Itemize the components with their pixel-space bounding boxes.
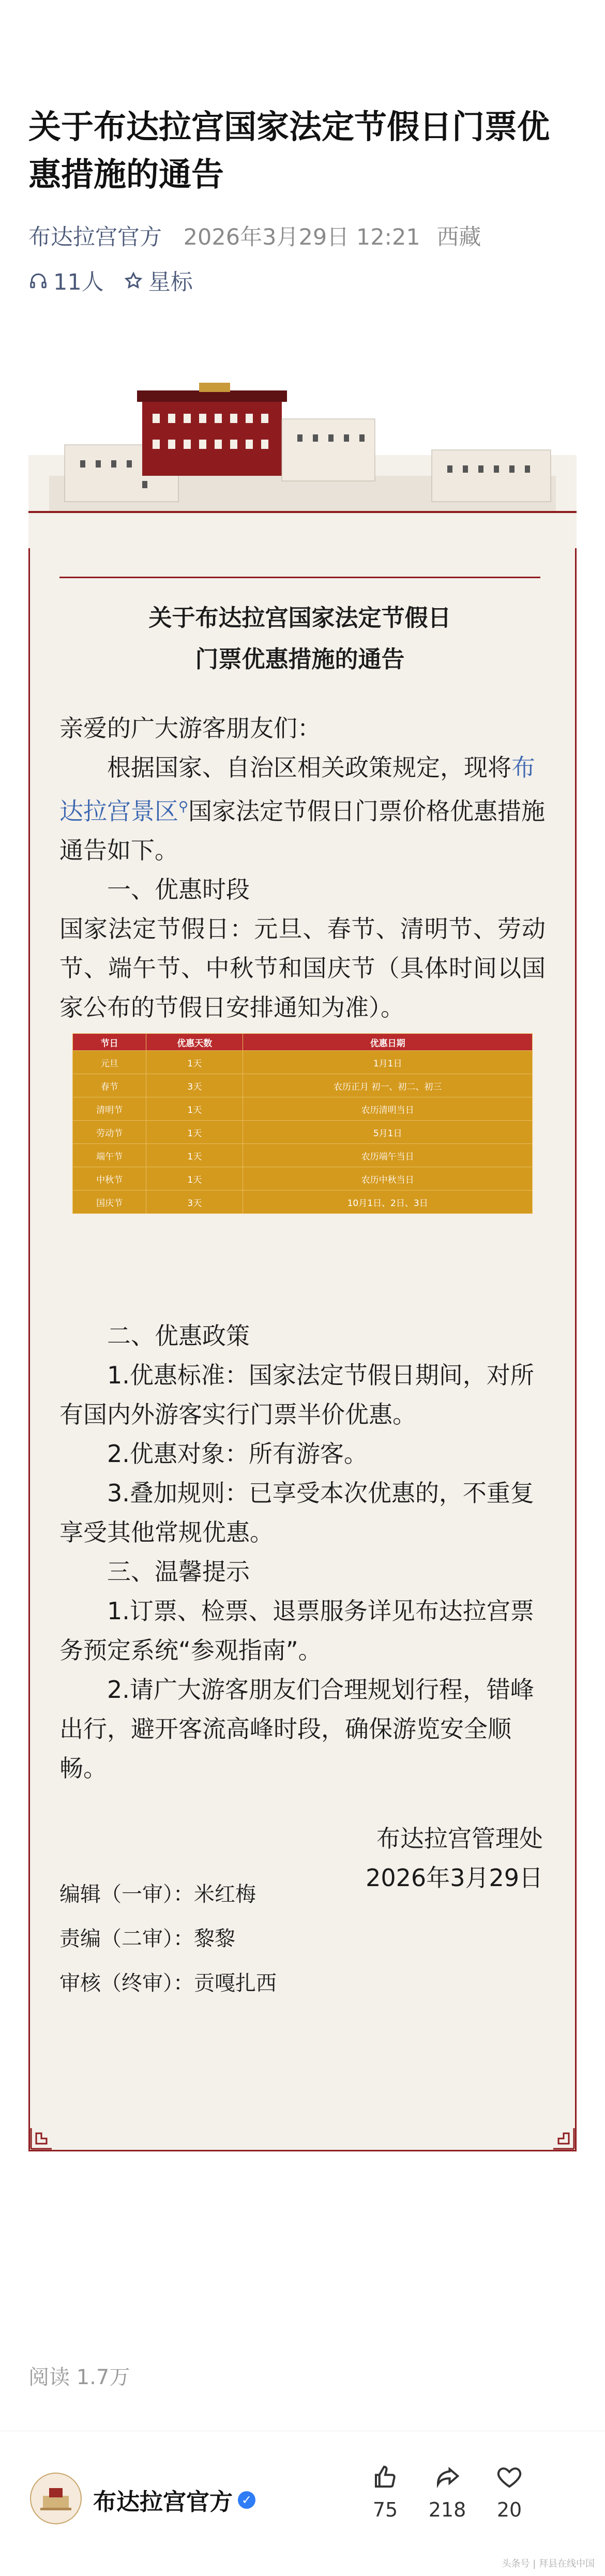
account-link[interactable]: 布达拉宫官方 — [28, 224, 162, 250]
table-cell: 1天 — [146, 1051, 243, 1074]
table-header: 节日 — [73, 1034, 146, 1051]
table-cell: 农历清明当日 — [243, 1097, 533, 1121]
table-row — [73, 1144, 533, 1167]
table-cell: 元旦 — [73, 1051, 146, 1074]
corner-ornament-icon — [28, 2115, 65, 2151]
potala-palace-illustration — [28, 378, 577, 548]
section1-heading: 一、优惠时段 — [107, 876, 250, 904]
table-row — [73, 1051, 533, 1074]
table-cell: 劳动节 — [73, 1121, 146, 1144]
footer-account[interactable] — [93, 2483, 255, 2517]
share-count: 218 — [428, 2498, 466, 2521]
star-icon — [124, 271, 143, 291]
table-row — [73, 1097, 533, 1121]
article-stats — [28, 265, 193, 296]
table-header: 优惠天数 — [146, 1034, 243, 1051]
table-cell: 农历端午当日 — [243, 1144, 533, 1167]
footer-account-name: 布达拉宫官方 — [93, 2488, 233, 2515]
notice-poster — [28, 378, 577, 2151]
policy-body — [59, 1316, 546, 1897]
section1-text: 国家法定节假日：元旦、春节、清明节、劳动节、端午节、中秋节和国庆节（具体时间以国家公布的节假日安排通知为准）。 — [59, 915, 546, 1022]
greeting: 亲爱的广大游客朋友们： — [59, 714, 321, 742]
table-row — [73, 1121, 533, 1144]
headphones-icon — [28, 271, 48, 291]
article-header — [28, 103, 577, 199]
table-header-row — [73, 1034, 533, 1051]
policy-item-2: 2.优惠对象：所有游客。 — [107, 1440, 368, 1468]
palace-logo-icon — [38, 2483, 74, 2514]
table-cell: 1月1日 — [243, 1051, 533, 1074]
table-row — [73, 1191, 533, 1214]
publish-date: 2026年3月29日 12:21 — [183, 224, 420, 250]
tip-item-2: 2.请广大游客朋友们合理规划行程，错峰出行，避开客流高峰时段，确保游览安全顺畅。 — [59, 1676, 534, 1782]
share-button[interactable] — [424, 2463, 471, 2521]
section3-heading: 三、温馨提示 — [107, 1558, 250, 1586]
star-button[interactable] — [124, 265, 193, 296]
table-cell: 国庆节 — [73, 1191, 146, 1214]
table-cell: 10月1日、2日、3日 — [243, 1191, 533, 1214]
table-cell: 端午节 — [73, 1144, 146, 1167]
heart-icon — [495, 2463, 523, 2491]
table-cell: 清明节 — [73, 1097, 146, 1121]
article-meta — [28, 220, 490, 251]
table-row — [73, 1074, 533, 1097]
article-title: 关于布达拉宫国家法定节假日门票优惠措施的通告 — [28, 108, 550, 193]
like-button[interactable] — [362, 2463, 409, 2521]
editor-line: 审核（终审）：贡嘎扎西 — [59, 1971, 277, 1995]
bottom-bar — [0, 2431, 605, 2576]
table-cell: 3天 — [146, 1074, 243, 1097]
share-icon — [433, 2463, 461, 2491]
table-cell: 1天 — [146, 1097, 243, 1121]
verified-icon: ✓ — [238, 2491, 255, 2509]
table-row — [73, 1167, 533, 1191]
table-header: 优惠日期 — [243, 1034, 533, 1051]
table-cell: 5月1日 — [243, 1121, 533, 1144]
corner-ornament-icon — [540, 2115, 577, 2151]
search-icon[interactable]: ⚲ — [178, 799, 189, 815]
notice-body — [59, 709, 546, 1027]
sign-date: 2026年3月29日 — [366, 1864, 543, 1892]
editor-line: 责编（二审）：黎黎 — [59, 1927, 235, 1951]
poster-title — [59, 597, 540, 680]
intro-paragraph — [59, 748, 546, 870]
table-cell: 农历正月 初一、初二、初三 — [243, 1074, 533, 1097]
table-cell: 1天 — [146, 1167, 243, 1191]
listener-count: 11人 — [53, 269, 104, 295]
table-cell: 中秋节 — [73, 1167, 146, 1191]
section2-heading: 二、优惠政策 — [107, 1322, 250, 1350]
poster-divider — [59, 577, 540, 578]
editor-line: 编辑（一审）：米红梅 — [59, 1882, 256, 1906]
tip-item-1: 1.订票、检票、退票服务详见布达拉宫票务预定系统“参观指南”。 — [59, 1597, 534, 1664]
table-cell: 农历中秋当日 — [243, 1167, 533, 1191]
scenic-area-link[interactable]: 布达拉宫景区 — [59, 754, 535, 825]
watermark: 头条号 | 拜县在线中国 — [502, 2558, 595, 2569]
table-cell: 1天 — [146, 1144, 243, 1167]
like-count: 75 — [372, 2498, 398, 2521]
editor-credits — [59, 1872, 277, 2006]
holiday-table — [72, 1033, 533, 1214]
policy-item-1: 1.优惠标准：国家法定节假日期间，对所有国内外游客实行门票半价优惠。 — [59, 1361, 534, 1428]
favorite-count: 20 — [496, 2498, 522, 2521]
policy-item-3: 3.叠加规则：已享受本次优惠的，不重复享受其他常规优惠。 — [59, 1479, 534, 1546]
intro-text-1: 根据国家、自治区相关政策规定，现将 — [107, 754, 511, 781]
table-cell: 1天 — [146, 1121, 243, 1144]
poster-title-line2: 门票优惠措施的通告 — [195, 645, 405, 673]
avatar[interactable] — [30, 2473, 82, 2524]
thumbs-up-icon — [371, 2463, 399, 2491]
favorite-button[interactable] — [486, 2463, 533, 2521]
intro-text-2: 国家法定节假日门票价格优惠措施通告如下。 — [59, 797, 546, 865]
read-count: 阅读 1.7万 — [28, 2366, 130, 2389]
star-label: 星标 — [148, 269, 193, 295]
location: 西藏 — [436, 224, 481, 250]
poster-title-line1: 关于布达拉宫国家法定节假日 — [148, 604, 451, 631]
table-cell: 3天 — [146, 1191, 243, 1214]
table-cell: 春节 — [73, 1074, 146, 1097]
listen-button[interactable] — [28, 265, 104, 296]
signature: 布达拉宫管理处 — [376, 1825, 543, 1852]
